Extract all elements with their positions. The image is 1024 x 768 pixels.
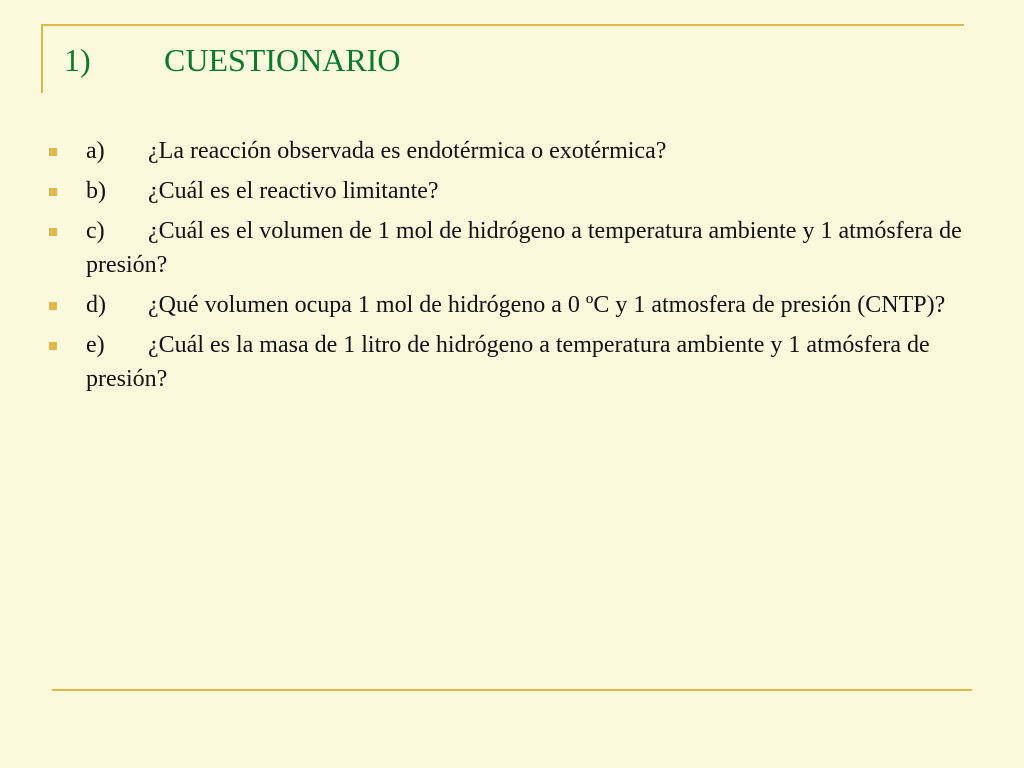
- question-letter: d): [86, 292, 106, 318]
- question-text: ¿Cuál es el reactivo limitante?: [148, 178, 439, 204]
- bullet-square-icon: [49, 228, 57, 236]
- bullet-square-icon: [49, 148, 57, 156]
- slide-title: [64, 40, 400, 80]
- question-b: [44, 174, 964, 208]
- title-text: CUESTIONARIO: [164, 42, 401, 78]
- question-c: [44, 214, 964, 282]
- question-letter: c): [86, 218, 105, 244]
- question-list: [44, 134, 964, 402]
- title-number: 1): [64, 42, 91, 78]
- bullet-square-icon: [49, 188, 57, 196]
- question-a: [44, 134, 964, 168]
- question-text: ¿Cuál es la masa de 1 litro de hidrógeno a temperatura ambiente y 1 atmósfera de presión?: [86, 332, 930, 392]
- left-rule: [41, 24, 43, 93]
- top-rule: [41, 24, 964, 26]
- question-text: ¿Cuál es el volumen de 1 mol de hidrógeno a temperatura ambiente y 1 atmósfera de presión?: [86, 218, 962, 278]
- question-letter: e): [86, 332, 105, 358]
- question-e: [44, 328, 964, 396]
- question-letter: b): [86, 178, 106, 204]
- question-text: ¿Qué volumen ocupa 1 mol de hidrógeno a 0 ºC y 1 atmosfera de presión (CNTP)?: [148, 292, 946, 318]
- question-text: ¿La reacción observada es endotérmica o exotérmica?: [148, 138, 667, 164]
- bullet-square-icon: [49, 342, 57, 350]
- question-letter: a): [86, 138, 105, 164]
- question-d: [44, 288, 964, 322]
- bullet-square-icon: [49, 302, 57, 310]
- bottom-rule: [52, 689, 972, 691]
